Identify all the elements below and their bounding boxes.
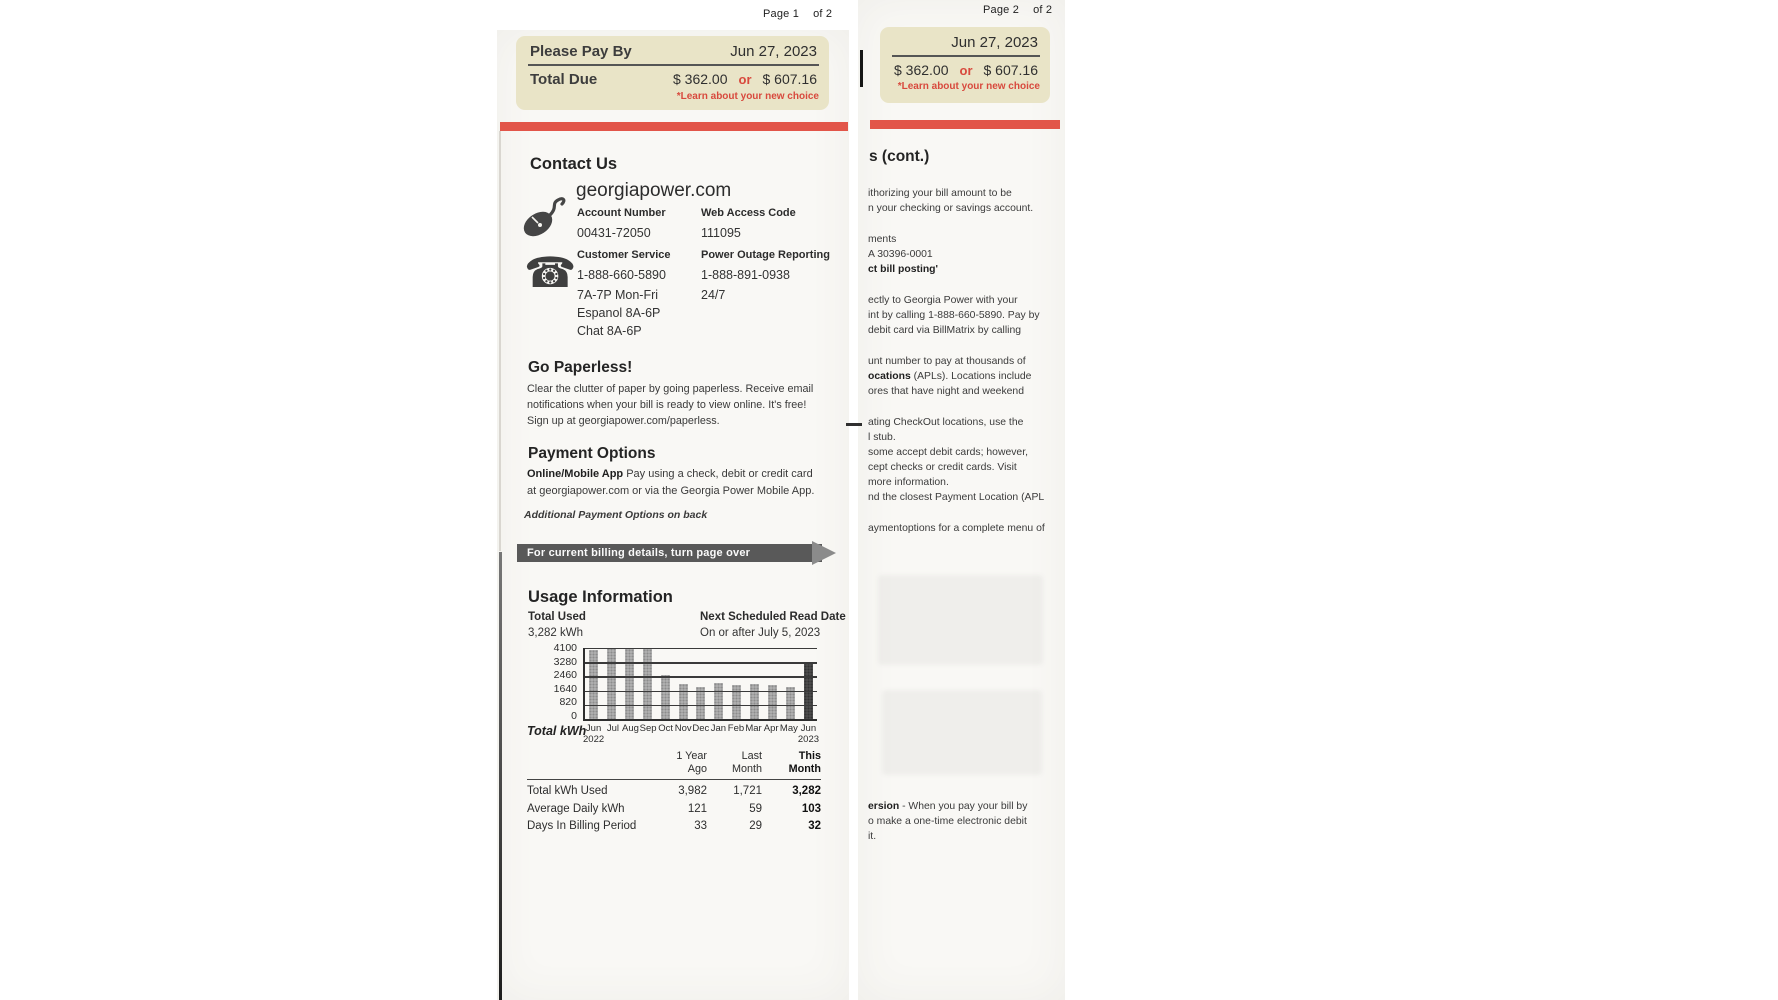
year-label: 2023 xyxy=(797,734,820,745)
pay-by-label: Please Pay By xyxy=(530,43,632,60)
customer-service-label: Customer Service xyxy=(577,249,671,261)
espanol-hours: Espanol 8A-6P xyxy=(577,306,661,320)
gridline xyxy=(585,648,817,649)
row-label: Days In Billing Period xyxy=(527,820,637,832)
chat-hours: Chat 8A-6P xyxy=(577,324,642,338)
month-label: Mar xyxy=(745,723,762,734)
text-line: ments xyxy=(868,234,897,245)
bar-slot xyxy=(763,648,781,719)
header-line: This xyxy=(798,750,821,762)
scan-smudge xyxy=(878,575,1043,665)
or-label: or xyxy=(738,72,752,87)
text-line: l stub. xyxy=(868,432,896,443)
bar-slot xyxy=(585,648,603,719)
scan-edge-line-dark xyxy=(499,552,502,1000)
red-divider-page1 xyxy=(500,122,848,131)
chart-y-axis-title: Total kWh xyxy=(527,724,587,738)
page-1-of: of 2 xyxy=(813,8,833,20)
page2-paragraph xyxy=(868,354,1066,399)
usage-bar xyxy=(625,649,634,719)
page-1-number: Page 1 xyxy=(763,8,800,20)
text-line: ithorizing your bill amount to be xyxy=(868,188,1012,199)
month-label: Jan xyxy=(710,723,727,734)
usage-bar-chart xyxy=(583,648,817,721)
header-spacer xyxy=(527,750,667,776)
usage-bar xyxy=(661,675,670,719)
gridline xyxy=(585,705,817,706)
bar-slot xyxy=(781,648,799,719)
go-paperless-title: Go Paperless! xyxy=(528,359,633,376)
text-line: Clear the clutter of paper by going paperless. Receive email xyxy=(527,383,814,395)
total-due-row xyxy=(880,57,1050,80)
header-line: Month xyxy=(731,763,762,775)
bar-slot xyxy=(603,648,621,719)
text-line: int by calling 1-888-660-5890. Pay by xyxy=(868,310,1040,321)
red-divider-page2 xyxy=(870,120,1060,129)
due-date: Jun 27, 2023 xyxy=(730,43,817,60)
month-label: Jun xyxy=(585,723,602,734)
usage-bar xyxy=(750,684,759,719)
outage-phone: 1-888-891-0938 xyxy=(701,268,790,282)
page2-paragraph xyxy=(868,293,1066,338)
text-line: aymentoptions for a complete menu of xyxy=(868,523,1045,534)
x-tick-label xyxy=(710,723,728,745)
next-read-value: On or after July 5, 2023 xyxy=(700,627,821,639)
page2-text-column xyxy=(868,186,1066,552)
bar-slot xyxy=(728,648,746,719)
text-line: at georgiapower.com or via the Georgia Power Mobile App. xyxy=(527,485,815,497)
x-tick-label xyxy=(657,723,675,745)
bar-slot xyxy=(799,648,817,719)
header-line: Last xyxy=(741,750,762,762)
month-label: May xyxy=(779,723,798,734)
additional-payment-note: Additional Payment Options on back xyxy=(524,509,708,521)
text-line: ectly to Georgia Power with your xyxy=(868,295,1018,306)
usage-bar xyxy=(679,684,688,720)
text-line: ating CheckOut locations, use the xyxy=(868,417,1024,428)
gridline xyxy=(585,662,817,663)
row-value: 29 xyxy=(749,820,762,832)
month-label: Feb xyxy=(727,723,745,734)
bar-slot xyxy=(674,648,692,719)
customer-service-phone: 1-888-660-5890 xyxy=(577,268,666,282)
website-link: georgiapower.com xyxy=(576,180,732,201)
text-line: more information. xyxy=(868,477,949,488)
customer-service-hours: 7A-7P Mon-Fri xyxy=(577,288,659,302)
y-tick-label: 4100 xyxy=(553,642,577,654)
text-line: o make a one-time electronic debit xyxy=(868,816,1027,827)
page2-section-heading: s (cont.) xyxy=(869,148,930,165)
month-label: Sep xyxy=(639,723,657,734)
text-line: cept checks or credit cards. Visit xyxy=(868,462,1017,473)
row-value: 59 xyxy=(749,802,762,815)
total-used-label: Total Used xyxy=(528,611,586,623)
scan-edge-line-light xyxy=(499,131,501,551)
x-tick-label xyxy=(639,723,657,745)
usage-comparison-table xyxy=(527,750,821,836)
amounts xyxy=(894,62,1038,78)
contact-us-title: Contact Us xyxy=(530,155,618,173)
amount-budget: $ 362.00 xyxy=(894,62,949,78)
row-value: 32 xyxy=(808,820,821,832)
amount-full: $ 607.16 xyxy=(762,71,817,87)
payment-options-title: Payment Options xyxy=(528,445,656,462)
table-row xyxy=(527,818,821,836)
gridline xyxy=(585,676,817,677)
month-label: Oct xyxy=(658,723,674,734)
x-tick-label xyxy=(622,723,640,745)
text-line: ocations (APLs). Locations include xyxy=(868,371,1032,382)
header-line: Ago xyxy=(687,763,707,775)
scan-tick-mark xyxy=(860,50,863,87)
text-line: ores that have night and weekend xyxy=(868,386,1024,397)
learn-more-note: *Learn about your new choice xyxy=(897,81,1040,92)
next-read-label: Next Scheduled Read Date xyxy=(700,611,846,623)
or-label: or xyxy=(959,63,973,78)
row-value: 103 xyxy=(801,802,821,815)
gridline xyxy=(585,691,817,692)
scan-smudge xyxy=(882,690,1042,775)
row-label: Total kWh Used xyxy=(527,785,608,797)
chart-x-axis xyxy=(583,723,819,745)
total-due-label: Total Due xyxy=(530,71,598,88)
chart-bars xyxy=(585,648,817,719)
pay-by-row xyxy=(516,36,829,62)
x-tick-label xyxy=(604,723,622,745)
go-paperless-text xyxy=(527,381,813,429)
page-2-label xyxy=(983,4,1052,16)
row-value: 1,721 xyxy=(733,785,762,797)
table-row xyxy=(527,783,821,801)
column-header xyxy=(667,750,707,776)
page2-paragraph xyxy=(868,521,1066,536)
usage-bar xyxy=(714,683,723,719)
page2-paragraph xyxy=(868,186,1066,216)
account-number-value: 00431-72050 xyxy=(577,226,651,240)
bar-slot xyxy=(710,648,728,719)
usage-bar xyxy=(643,649,652,719)
chart-y-axis xyxy=(531,642,577,722)
header-line: 1 Year xyxy=(676,750,707,762)
row-value: 3,982 xyxy=(678,785,707,797)
column-header xyxy=(707,750,762,776)
year-label: 2022 xyxy=(583,734,605,745)
total-due-row xyxy=(516,66,829,90)
payment-options-text xyxy=(527,466,814,500)
page-2-of: of 2 xyxy=(1033,4,1053,16)
telephone-icon: ☎ xyxy=(524,249,577,296)
month-label: Dec xyxy=(692,723,710,734)
pay-by-row xyxy=(880,27,1050,53)
bar-slot xyxy=(746,648,764,719)
month-label: Nov xyxy=(674,723,692,734)
outage-reporting-label: Power Outage Reporting xyxy=(701,249,830,261)
x-tick-label xyxy=(674,723,692,745)
learn-more-note: *Learn about your new choice xyxy=(676,91,819,102)
bar-slot xyxy=(692,648,710,719)
amounts xyxy=(673,71,817,87)
page2-paragraph xyxy=(868,232,1066,277)
y-tick-label: 0 xyxy=(571,709,577,722)
text-line: debit card via BillMatrix by calling xyxy=(868,325,1022,336)
web-access-value: 111095 xyxy=(701,226,741,240)
page-2-number: Page 2 xyxy=(983,4,1020,16)
x-tick-label xyxy=(762,723,780,745)
payment-stub-page2 xyxy=(880,27,1050,103)
page-1-label xyxy=(763,8,832,20)
month-label: Jun xyxy=(800,723,817,734)
x-tick-label xyxy=(745,723,763,745)
text-line: ct bill posting' xyxy=(868,264,939,275)
page2-paragraph xyxy=(868,415,1066,505)
payment-stub-page1 xyxy=(516,36,829,110)
month-label: Apr xyxy=(763,723,779,734)
y-tick-label: 1640 xyxy=(553,682,577,695)
x-tick-label xyxy=(727,723,745,745)
text-line: Online/Mobile App Pay using a check, debit or credit card xyxy=(527,468,813,480)
text-line: n your checking or savings account. xyxy=(868,203,1034,214)
header-line: Month xyxy=(788,763,821,775)
row-value: 33 xyxy=(694,820,707,832)
table-body xyxy=(527,783,821,836)
row-label: Average Daily kWh xyxy=(527,802,625,815)
text-line: notifications when your bill is ready to view online. It's free! xyxy=(527,399,807,411)
table-row xyxy=(527,801,821,819)
amount-budget: $ 362.00 xyxy=(673,71,728,87)
table-divider xyxy=(527,779,821,780)
computer-mouse-icon xyxy=(520,192,574,240)
bar-slot xyxy=(639,648,657,719)
outage-hours: 24/7 xyxy=(701,288,726,302)
bar-slot xyxy=(621,648,639,719)
text-line: nd the closest Payment Location (APL xyxy=(868,492,1045,503)
x-tick-label xyxy=(780,723,798,745)
table-header-row xyxy=(527,750,821,776)
x-tick-label xyxy=(692,723,710,745)
month-label: Jul xyxy=(606,723,619,734)
account-number-label: Account Number xyxy=(577,207,666,219)
y-tick-label: 3280 xyxy=(553,655,577,668)
web-access-label: Web Access Code xyxy=(701,207,796,219)
y-tick-label: 820 xyxy=(559,696,577,709)
turn-page-banner: For current billing details, turn page over xyxy=(517,544,822,562)
due-date: Jun 27, 2023 xyxy=(951,34,1038,51)
text-line: A 30396-0001 xyxy=(868,249,933,260)
amount-full: $ 607.16 xyxy=(983,62,1038,78)
total-used-value: 3,282 kWh xyxy=(528,627,583,639)
page2-lower-text xyxy=(868,799,1066,844)
scan-dash-mark xyxy=(846,423,862,426)
row-value: 121 xyxy=(687,802,707,815)
text-line: Sign up at georgiapower.com/paperless. xyxy=(527,415,720,427)
usage-information-title: Usage Information xyxy=(528,588,673,606)
text-line: it. xyxy=(868,831,877,842)
usage-bar xyxy=(589,650,598,719)
bar-slot xyxy=(656,648,674,719)
banner-arrow-icon xyxy=(812,541,836,565)
month-label: Aug xyxy=(622,723,639,734)
row-value: 3,282 xyxy=(792,785,821,797)
text-line: ersion - When you pay your bill by xyxy=(868,801,1028,812)
usage-bar xyxy=(607,648,616,719)
y-tick-label: 2460 xyxy=(553,669,577,682)
x-tick-label xyxy=(798,723,819,745)
column-header xyxy=(762,750,821,776)
text-line: unt number to pay at thousands of xyxy=(868,356,1026,367)
text-line: some accept debit cards; however, xyxy=(868,447,1028,458)
